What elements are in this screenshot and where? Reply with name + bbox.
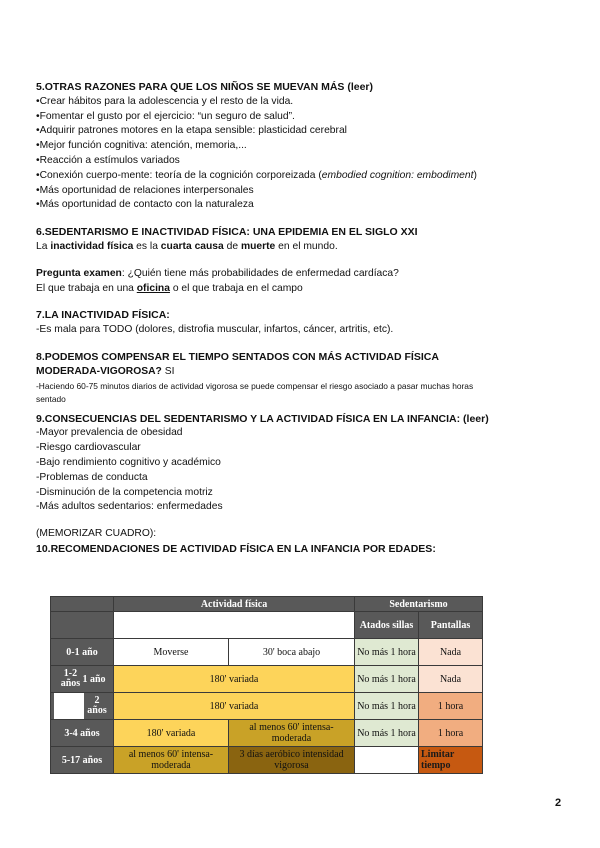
s9-item: -Riesgo cardiovascular [36, 442, 141, 454]
s9-item: -Problemas de conducta [36, 471, 148, 483]
activity-cell: 3 días aeróbico intensidad vigorosa [229, 747, 355, 774]
atados-cell: No más 1 hora [355, 639, 419, 666]
header-pantallas: Pantallas [419, 612, 483, 639]
s5-item: •Fomentar el gusto por el ejercicio: “un seguro de salud”. [36, 110, 295, 122]
s9-item: -Bajo rendimiento cognitivo y académico [36, 456, 221, 468]
header-sedentarismo: Sedentarismo [355, 597, 483, 612]
table-corner [51, 597, 114, 612]
pantallas-cell: Nada [419, 666, 483, 693]
text: o el que trabaja en el campo [169, 282, 303, 294]
empty-cell [114, 612, 355, 639]
text: de [223, 240, 241, 252]
underlined-answer: oficina [136, 282, 170, 294]
header-actividad: Actividad física [114, 597, 355, 612]
section-6-title: 6.SEDENTARISMO E INACTIVIDAD FÍSICA: UNA EPIDEMIA EN EL SIGLO XXI [36, 226, 418, 239]
activity-cell: 180' variada [114, 720, 229, 747]
s5-item-embodied [36, 169, 566, 184]
age-cell [51, 666, 114, 693]
activity-cell: 180' variada [114, 666, 355, 693]
table-row [51, 639, 483, 666]
table-row [51, 693, 483, 720]
text: en el mundo. [275, 240, 338, 252]
s9-item: -Disminución de la competencia motriz [36, 486, 213, 498]
s8-note: -Haciendo 60-75 minutos diarios de actividad vigorosa se puede compensar el riesgo asociado a pasar muchas horas [36, 380, 474, 391]
table-row [51, 747, 483, 774]
table-subheader-row [51, 612, 483, 639]
bold-text: inactividad física [50, 240, 134, 252]
age-cell: 3-4 años [51, 720, 114, 747]
s8-answer: SI [161, 365, 175, 377]
atados-cell: No más 1 hora [355, 693, 419, 720]
section-8-title: 8.PODEMOS COMPENSAR EL TIEMPO SENTADOS CON MÁS ACTIVIDAD FÍSICA [36, 350, 439, 363]
exam-answer [36, 282, 566, 297]
section-9-title: 9.CONSECUENCIAS DEL SEDENTARISMO Y LA ACTIVIDAD FÍSICA EN LA INFANCIA: (leer) [36, 412, 489, 425]
section-10-title: 10.RECOMENDACIONES DE ACTIVIDAD FÍSICA EN LA INFANCIA POR EDADES: [36, 542, 436, 555]
pantallas-cell: 1 hora [419, 720, 483, 747]
age-sub: 1 año [82, 673, 106, 685]
pantallas-cell: Limitar tiempo [419, 747, 483, 774]
activity-cell: al menos 60' intensa-moderada [229, 720, 355, 747]
embodied-text-c: ) [473, 169, 477, 181]
section-5-title: 5.OTRAS RAZONES PARA QUE LOS NIÑOS SE MUEVAN MÁS (leer) [36, 81, 374, 93]
s5-item: •Más oportunidad de relaciones interpersonales [36, 184, 254, 196]
bold-text: cuarta causa [160, 240, 224, 252]
s5-item: •Crear hábitos para la adolescencia y el resto de la vida. [36, 95, 294, 107]
age-cell [51, 693, 114, 720]
text: La [36, 240, 51, 252]
exam-question-label: Pregunta examen [36, 267, 122, 279]
atados-cell: No más 1 hora [355, 666, 419, 693]
s9-item: -Mayor prevalencia de obesidad [36, 427, 183, 439]
s6-paragraph [36, 240, 566, 255]
pantallas-cell: Nada [419, 639, 483, 666]
embodied-text-a: •Conexión cuerpo-mente: teoría de la cognición corporeizada ( [36, 169, 322, 181]
activity-cell: al menos 60' intensa-moderada [114, 747, 229, 774]
age-range: 1-2 años [60, 668, 81, 689]
bold-text: muerte [240, 240, 276, 252]
activity-cell: 30' boca abajo [229, 639, 355, 666]
s8-note: sentado [36, 393, 66, 404]
embodied-italic: embodied cognition: embodiment [321, 169, 474, 181]
age-sub: 2 años [87, 695, 107, 716]
document-body [36, 80, 566, 557]
recommendations-table [50, 596, 483, 774]
section-7-title: 7.LA INACTIVIDAD FÍSICA: [36, 309, 170, 322]
table-row [51, 720, 483, 747]
activity-cell: 180' variada [114, 693, 355, 720]
s5-item: •Más oportunidad de contacto con la naturaleza [36, 199, 254, 211]
activity-cell: Moverse [114, 639, 229, 666]
memorize-note: (MEMORIZAR CUADRO): [36, 528, 157, 540]
white-block [54, 693, 84, 719]
age-cell: 0-1 año [51, 639, 114, 666]
exam-question [36, 267, 566, 282]
bold-text: MODERADA-VIGOROSA? [36, 365, 162, 377]
table-row [51, 666, 483, 693]
section-8-title-cont [36, 365, 566, 380]
s7-text: -Es mala para TODO (dolores, distrofia muscular, infartos, cáncer, artritis, etc). [36, 324, 394, 336]
s9-item: -Más adultos sedentarios: enfermedades [36, 501, 223, 513]
text: El que trabaja en una [36, 282, 137, 294]
age-cell: 5-17 años [51, 747, 114, 774]
page-number: 2 [555, 797, 562, 809]
exam-question-text: : ¿Quién tiene más probabilidades de enfermedad cardíaca? [121, 267, 399, 279]
atados-cell: No más 1 hora [355, 720, 419, 747]
header-atados: Atados sillas [355, 612, 419, 639]
text: es la [133, 240, 161, 252]
s5-item: •Reacción a estímulos variados [36, 154, 180, 166]
s5-item: •Adquirir patrones motores en la etapa sensible: plasticidad cerebral [36, 125, 347, 137]
atados-cell [355, 747, 419, 774]
pantallas-cell: 1 hora [419, 693, 483, 720]
s5-item: •Mejor función cognitiva: atención, memoria,... [36, 140, 247, 152]
table-corner [51, 612, 114, 639]
table-header-row [51, 597, 483, 612]
